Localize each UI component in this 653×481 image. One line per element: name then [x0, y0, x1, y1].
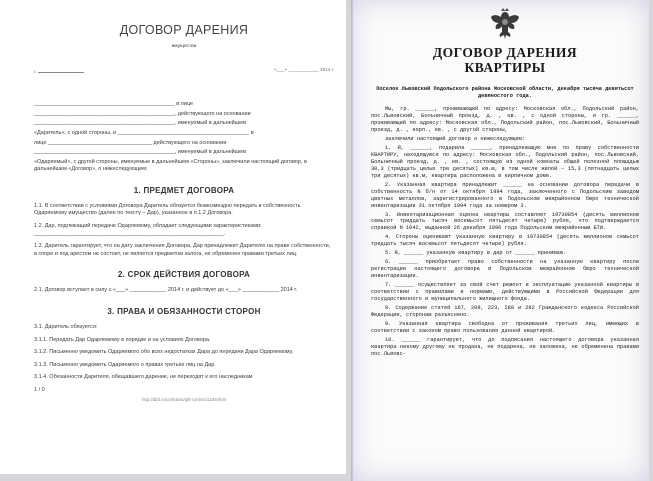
place-and-date: Поселок Львовский Подольского района Московской области, декабря тысяча девятьсот девяностого года. [376, 85, 634, 99]
coat-of-arms-icon [490, 8, 520, 40]
document-title: ДОГОВОР ДАРЕНИЯ [119, 23, 249, 37]
scan-shadow [351, 0, 354, 481]
clause: 3.1.1. Передать Дар Одаряемому в порядке и на условиях Договора. [34, 336, 211, 343]
clause: 1.3. Даритель гарантирует, что на дату заключения Договора, Дар принадлежит Дарителю на праве собственности, в споре и под арестом не состоит, не является предметом залога, не обременен правами третьих лиц. [34, 243, 331, 257]
intro-line: ______________________________________________ в лице [34, 101, 194, 108]
deed-clause: 1. Я, ______, подарила ______, принадлежащую мне по праву собственности КВАРТИРУ, находящуюся по адресу: Московская обл., Подольский район, пос.Львовский, Больничный проезд, д. , кв. , состоящую из одной комнаты общей полезной площадью 30,3 (тридцать целых три десятых) кв.м, в том числе жилой – 15,3 (пятнадцать целых три десятых) кв.м, квартира расположена в кирпичном доме. [371, 144, 639, 179]
right-document-scan [351, 0, 649, 481]
clause: 3.1.3. Письменно уведомить Одаряемого о правах третьих лиц на Дар. [34, 361, 216, 368]
clause: 1.1. В соответствии с условиями Договора Даритель обязуется безвозмездно передать в собственность Одаряемому имущество (далее по тексту – Дар), указанное в п.1.2 Договора. [34, 202, 301, 217]
deed-clause: Мы, гр. ______, проживающий по адресу: Московская обл., Подольский район, пос.Львовский, Больничный проезд, д. , кв. , с одной стороны, и гр. ______, проживающий по адресу: Московская обл., Подольский район, пос.Львовский, Больничный проезд, д. , корп., кв. , с другой стороны, [371, 105, 639, 133]
intro-line: «Одаряемый», с другой стороны, именуемые в дальнейшем «Стороны», заключили настоящий договор, в дальнейшем «Договор», о нижеследующем: [34, 158, 307, 173]
parties-intro [34, 101, 334, 174]
place-field: г. [34, 67, 84, 75]
deed-clause: 7. ______ осуществляет за свой счет ремонт и эксплуатацию указанной квартиры в соответствии с правилами и нормами, действующими в Российской Федерации для государственного и муниципального жилищного фонда. [371, 282, 639, 303]
intro-line: ______________________________________________, действующего на основании [34, 110, 251, 117]
intro-line: ______________________________________________, именуемый в дальнейшем [34, 120, 247, 127]
intro-line: «Даритель», с одной стороны, и ___________________________________________ в [34, 129, 254, 136]
date-line [34, 67, 334, 75]
deed-title: ДОГОВОР ДАРЕНИЯ КВАРТИРЫ [432, 45, 578, 76]
date-field: «___» ____________ 2014 г. [274, 66, 334, 72]
clause: 2.1. Договор вступает в силу с «___» ____________ 2014 г. и действует до «___» ____________ 2014 г. [34, 287, 298, 294]
deed-clause: 5. Я, ______ указанную квартиру в дар от ______ принимаю. [385, 250, 567, 257]
document-subtitle: имущества [171, 44, 197, 50]
deed-clause: 3. Инвентаризационная оценка квартиры составляет 10730854 (десять миллионов семьсот тридцать тысяч восемьсот пятьдесят четыре) рубля, что подтверждается справкой N 1042, выданной 26 декабря 1996 года Подольским межрайонным БТИ. [371, 211, 639, 232]
section-heading: 3. ПРАВА И ОБЯЗАННОСТИ СТОРОН [107, 306, 261, 316]
clause: 3.1.4. Обязанности Дарителя, обещавшего дарение, не переходят к его наследникам [34, 374, 253, 381]
section-heading: 1. ПРЕДМЕТ ДОГОВОРА [133, 185, 235, 195]
page-number: 1 / 0 [34, 386, 45, 393]
intro-line: ______________________________________________, именуемый в дальнейшем [34, 149, 247, 156]
deed-clause: 6. ______ приобретает право собственности на указанную квартиру после регистрации настоящего договора в Подольском межрайонном бюро технической инвентаризации. [371, 259, 639, 280]
deed-clause: 4. Стороны оценивают указанную квартиру в 10730854 (десять миллионов семьсот тридцать тысяч восемьсот пятьдесят четыре) рубля. [371, 234, 639, 248]
source-link[interactable]: http://dbd.ru/contracts/gift-contract1248.html [141, 397, 227, 403]
intro-line: лице __________________________________ действующего на основании [34, 139, 227, 146]
clause: 3.1.2. Письменно уведомить Одаряемого обо всех недостатках Дара до передачи Дара Одаряемому. [34, 349, 294, 356]
deed-clause: заключили настоящий договор о нижеследующем: [385, 135, 525, 142]
clause: 1.2. Дар, подлежащий передаче Одаряемому, обладает следующими характеристиками: ______________________________________________________________. [34, 223, 262, 237]
deed-clause: 2. Указанная квартира принадлежит ______ на основании договора передачи в собственность N б/н от 14 октября 1994 года, заключенного с Подольским заводом цветных металлов, зарегистрированного в Подольском межрайонном бюро технической инвентаризации 31 октября 1994 года за номером 3. [371, 181, 639, 209]
section-heading: 2. СРОК ДЕЙСТВИЯ ДОГОВОРА [117, 270, 251, 280]
clause: 3.1. Даритель обязуется: [34, 323, 98, 330]
deed-clause: 8. Содержание статей 167, 209, 223, 288 и 292 Гражданского кодекса Российской Федерации, сторонам разъяснено. [371, 305, 639, 319]
deed-clause: 10. ______ гарантирует, что до подписания настоящего договора указанная квартира никому другому не продана, не подарена, не заложена, не обременена правами пос.Львовс- [371, 337, 639, 358]
deed-clause: 9. Указанная квартира свободна от проживания третьих лиц, имеющих в соответствии с законом право пользования данной квартирой. [371, 321, 639, 335]
